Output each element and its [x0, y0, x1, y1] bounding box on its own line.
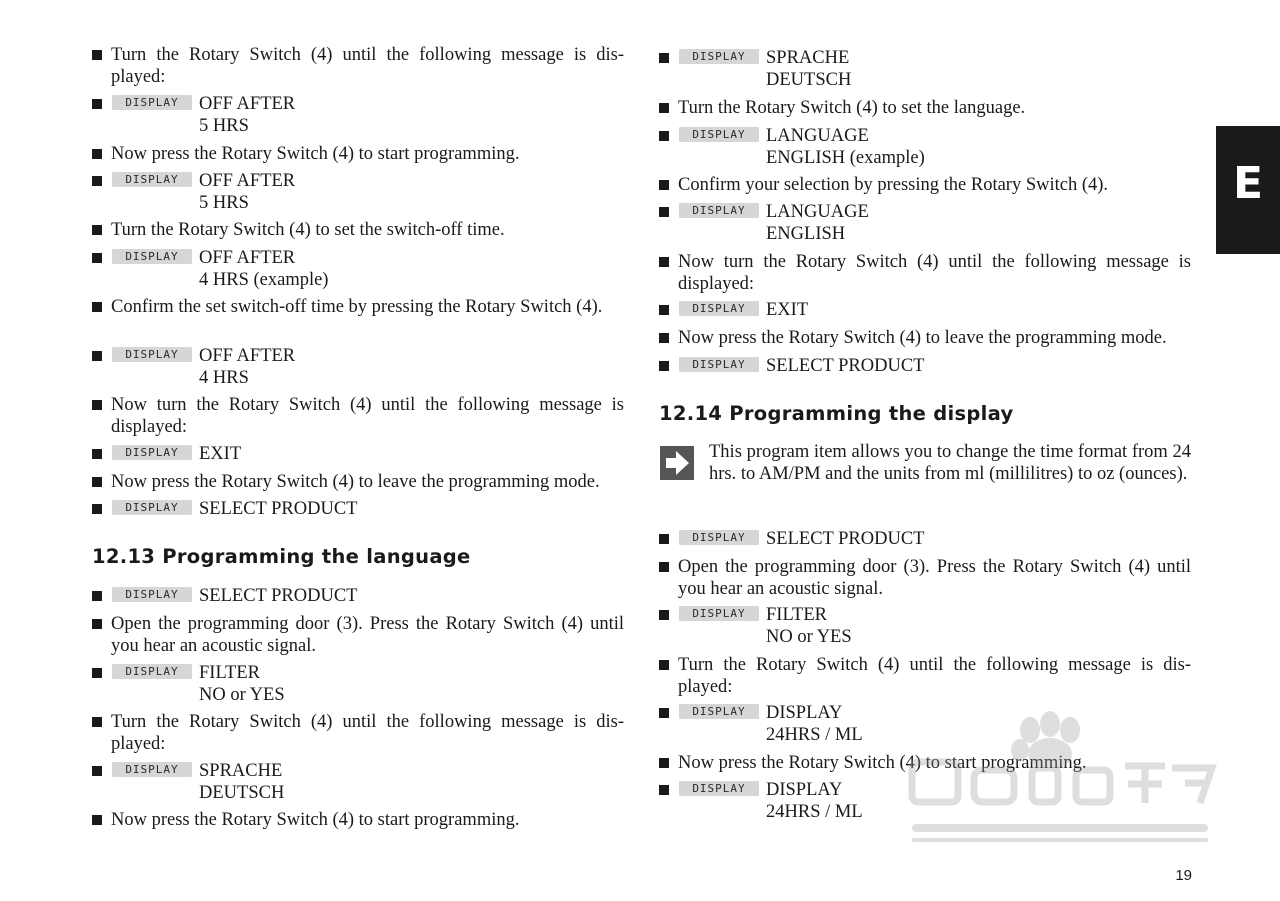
display-message-line: EXIT	[199, 444, 242, 464]
display-label-badge: DISPLAY	[112, 95, 192, 110]
display-message-line: ENGLISH	[766, 224, 846, 244]
instruction-text: Now press the Rotary Switch (4) to start programming.	[111, 810, 520, 830]
display-message-line: ENGLISH (example)	[766, 148, 925, 168]
bullet-icon	[659, 361, 669, 371]
display-message-line: SELECT PRODUCT	[766, 529, 925, 549]
section-tab: E	[1216, 126, 1280, 254]
display-message-line: LANGUAGE	[766, 126, 869, 146]
display-message-line: SELECT PRODUCT	[766, 356, 925, 376]
display-message-line: DISPLAY	[766, 703, 843, 723]
bullet-icon	[659, 103, 669, 113]
bullet-icon	[659, 758, 669, 768]
note-text: This program item allows you to change the time format from 24 hrs. to AM/PM and the units from ml (millilitres) to oz (ounces).	[709, 442, 1191, 484]
instruction-text: Now press the Rotary Switch (4) to leave the programming mode.	[111, 472, 600, 492]
display-message-line: OFF AFTER	[199, 248, 296, 268]
arrow-right-icon	[660, 446, 694, 480]
display-message-line: SELECT PRODUCT	[199, 499, 358, 519]
display-message-line: FILTER	[766, 605, 827, 625]
display-label-badge: DISPLAY	[679, 704, 759, 719]
display-message-line: NO or YES	[199, 685, 285, 705]
bullet-icon	[92, 717, 102, 727]
bullet-icon	[659, 53, 669, 63]
display-message-line: DEUTSCH	[766, 70, 852, 90]
display-message-line: 4 HRS (example)	[199, 270, 329, 290]
bullet-icon	[659, 333, 669, 343]
display-label-badge: DISPLAY	[112, 347, 192, 362]
instruction-text: Now press the Rotary Switch (4) to leave the programming mode.	[678, 328, 1167, 348]
bullet-icon	[92, 766, 102, 776]
instruction-text: Now turn the Rotary Switch (4) until the following message is displayed:	[111, 395, 624, 437]
display-label-badge: DISPLAY	[112, 762, 192, 777]
bullet-icon	[92, 449, 102, 459]
instruction-text: Confirm the set switch-off time by pressing the Rotary Switch (4).	[111, 297, 603, 317]
display-message-line: DEUTSCH	[199, 783, 285, 803]
display-message-line: SPRACHE	[199, 761, 283, 781]
instruction-text: Turn the Rotary Switch (4) until the following message is dis-played:	[111, 45, 624, 87]
bullet-icon	[659, 180, 669, 190]
bullet-icon	[92, 668, 102, 678]
bullet-icon	[659, 257, 669, 267]
display-message-line: 24HRS / ML	[766, 802, 863, 822]
instruction-text: Confirm your selection by pressing the Rotary Switch (4).	[678, 175, 1109, 195]
instruction-text: Turn the Rotary Switch (4) to set the language.	[678, 98, 1026, 118]
instruction-text: Turn the Rotary Switch (4) until the following message is dis-played:	[678, 655, 1191, 697]
display-label-badge: DISPLAY	[679, 203, 759, 218]
display-message-line: OFF AFTER	[199, 346, 296, 366]
display-message-line: OFF AFTER	[199, 171, 296, 191]
display-label-badge: DISPLAY	[112, 172, 192, 187]
display-message-line: EXIT	[766, 300, 809, 320]
instruction-text: Now turn the Rotary Switch (4) until the following message is displayed:	[678, 252, 1191, 294]
display-label-badge: DISPLAY	[112, 664, 192, 679]
display-label-badge: DISPLAY	[679, 49, 759, 64]
display-message-line: SELECT PRODUCT	[199, 586, 358, 606]
bullet-icon	[92, 591, 102, 601]
bullet-icon	[92, 477, 102, 487]
section-heading: 12.13 Programming the language	[92, 545, 471, 568]
bullet-icon	[659, 534, 669, 544]
instruction-text: Open the programming door (3). Press the Rotary Switch (4) until you hear an acoustic signal.	[678, 557, 1191, 599]
display-message-line: 5 HRS	[199, 193, 249, 213]
display-label-badge: DISPLAY	[112, 500, 192, 515]
bullet-icon	[659, 660, 669, 670]
instruction-text: Turn the Rotary Switch (4) to set the switch-off time.	[111, 220, 505, 240]
bullet-icon	[92, 176, 102, 186]
bullet-icon	[659, 610, 669, 620]
bullet-icon	[92, 225, 102, 235]
display-message-line: DISPLAY	[766, 780, 843, 800]
bullet-icon	[92, 351, 102, 361]
display-message-line: NO or YES	[766, 627, 852, 647]
display-label-badge: DISPLAY	[679, 301, 759, 316]
instruction-text: Now press the Rotary Switch (4) to start programming.	[678, 753, 1087, 773]
bullet-icon	[659, 207, 669, 217]
display-label-badge: DISPLAY	[679, 606, 759, 621]
display-message-line: SPRACHE	[766, 48, 850, 68]
bullet-icon	[92, 504, 102, 514]
display-label-badge: DISPLAY	[679, 530, 759, 545]
display-message-line: 5 HRS	[199, 116, 249, 136]
display-label-badge: DISPLAY	[112, 249, 192, 264]
instruction-text: Open the programming door (3). Press the Rotary Switch (4) until you hear an acoustic signal.	[111, 614, 624, 656]
page-number: 19	[1175, 867, 1192, 884]
display-message-line: LANGUAGE	[766, 202, 869, 222]
display-message-line: FILTER	[199, 663, 260, 683]
bullet-icon	[92, 253, 102, 263]
display-message-line: 24HRS / ML	[766, 725, 863, 745]
instruction-text: Turn the Rotary Switch (4) until the following message is dis-played:	[111, 712, 624, 754]
bullet-icon	[659, 305, 669, 315]
display-label-badge: DISPLAY	[112, 445, 192, 460]
display-label-badge: DISPLAY	[679, 357, 759, 372]
display-message-line: OFF AFTER	[199, 94, 296, 114]
bullet-icon	[92, 815, 102, 825]
bullet-icon	[92, 99, 102, 109]
baidu-watermark-logo	[900, 708, 1220, 858]
display-message-line: 4 HRS	[199, 368, 249, 388]
bullet-icon	[659, 708, 669, 718]
display-label-badge: DISPLAY	[679, 781, 759, 796]
bullet-icon	[659, 131, 669, 141]
bullet-icon	[659, 562, 669, 572]
bullet-icon	[92, 302, 102, 312]
instruction-text: Now press the Rotary Switch (4) to start programming.	[111, 144, 520, 164]
bullet-icon	[92, 619, 102, 629]
display-label-badge: DISPLAY	[679, 127, 759, 142]
bullet-icon	[92, 50, 102, 60]
bullet-icon	[92, 149, 102, 159]
display-label-badge: DISPLAY	[112, 587, 192, 602]
section-heading: 12.14 Programming the display	[659, 402, 1014, 425]
bullet-icon	[659, 785, 669, 795]
bullet-icon	[92, 400, 102, 410]
